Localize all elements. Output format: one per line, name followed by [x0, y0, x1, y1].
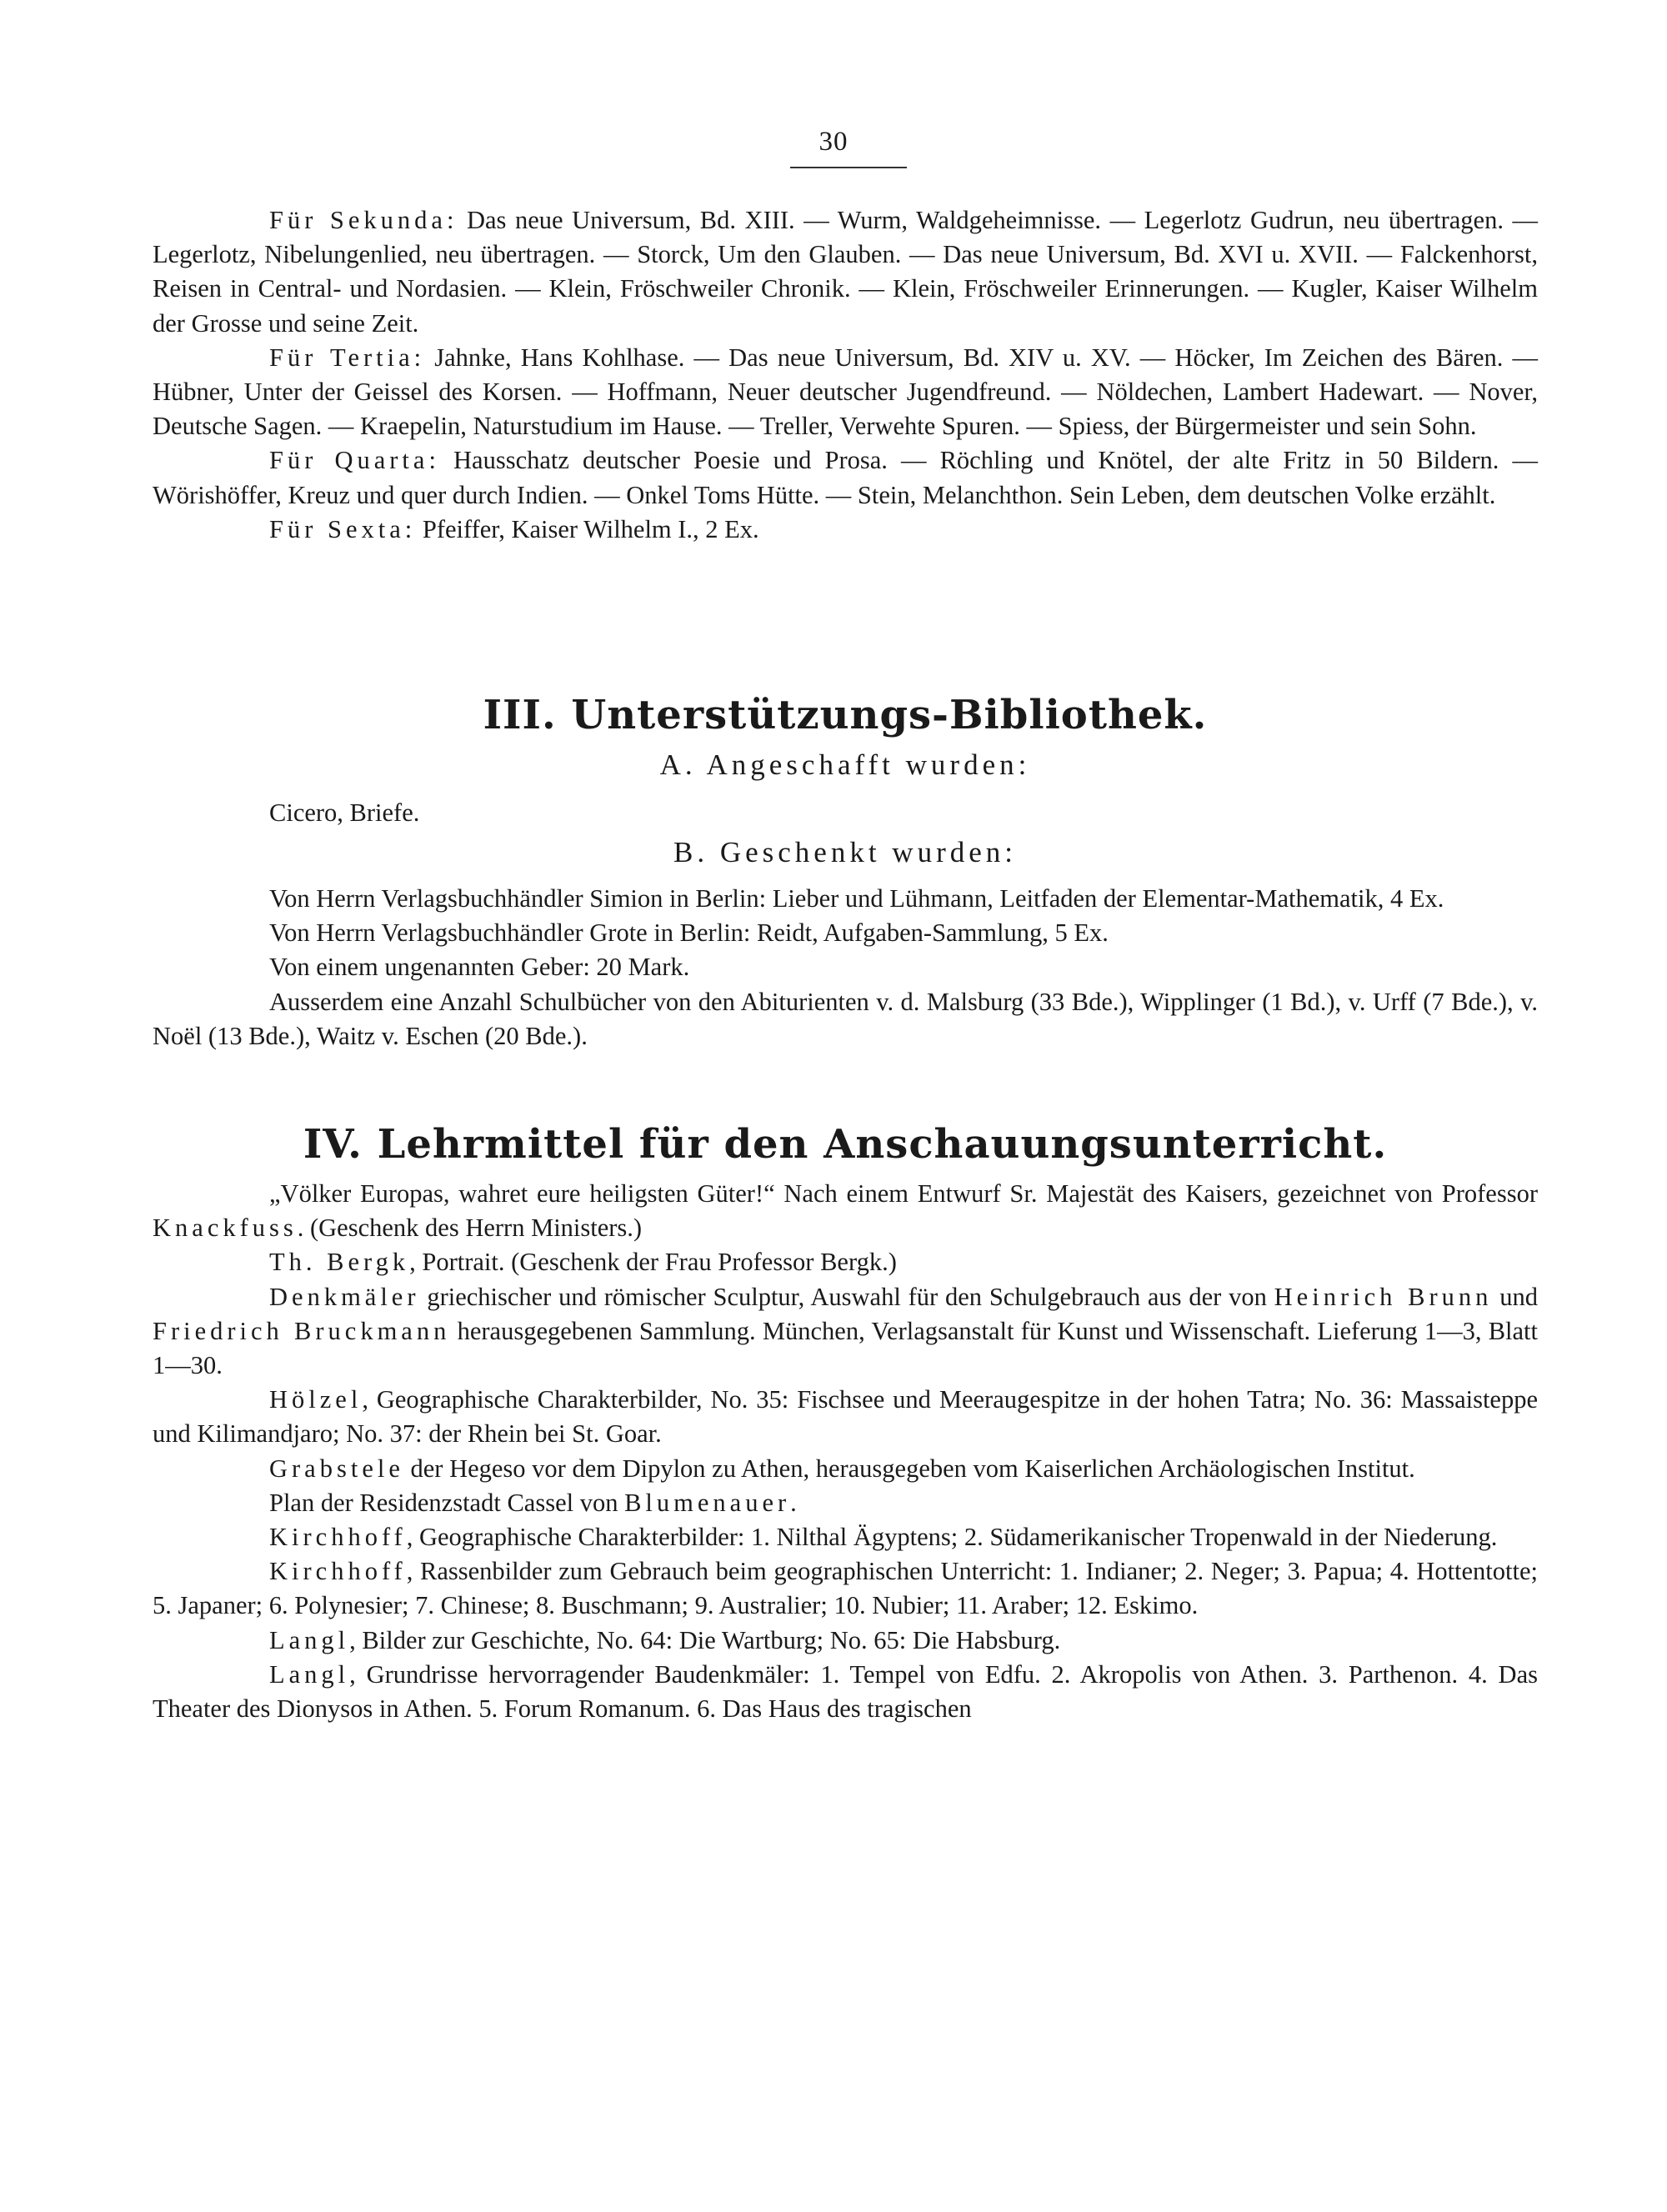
- label-sexta: Für Sexta:: [269, 514, 417, 543]
- angeschafft-list: [153, 796, 1538, 830]
- label-sekunda: Für Sekunda:: [269, 206, 458, 234]
- entry-text: „Völker Europas, wahret eure heiligsten Güter!“ Nach einem Entwurf Sr. Majestät des Kaisers, gezeichnet von Professor: [269, 1179, 1538, 1208]
- list-item: [153, 1452, 1538, 1486]
- entry-text: der Hegeso vor dem Dipylon zu Athen, herausgegeben vom Kaiserlichen Archäologischen Institut.: [410, 1454, 1415, 1483]
- entry-author: Th. Bergk: [269, 1248, 410, 1277]
- entry-author: Knackfuss: [153, 1214, 298, 1243]
- section-unterstuetzungs-bibliothek: [153, 692, 1538, 782]
- entry-author: Hölzel: [269, 1385, 363, 1414]
- list-item: [153, 1177, 1538, 1245]
- label-tertia: Für Tertia:: [269, 343, 426, 372]
- entry-text: , Grundrisse hervorragender Baudenkmäler: 1. Tempel von Edfu. 2. Akropolis von Athen. 3. Parthenon. 4. Das Theater des Dionysos in Athen. 5. Forum Romanum. 6. Das Haus des tragischen: [153, 1659, 1538, 1724]
- geschenkt-list: [153, 882, 1538, 1053]
- list-item: Von Herrn Verlagsbuchhändler Simion in Berlin: Lieber und Lühmann, Leitfaden der Elementar-Mathematik, 4 Ex.: [269, 884, 1444, 913]
- page-number: 30: [818, 127, 849, 157]
- entry-author: Langl: [269, 1659, 350, 1689]
- list-item: [153, 1245, 1538, 1279]
- entry-text: , Rassenbilder zum Gebrauch beim geographischen Unterricht: 1. Indianer; 2. Neger; 3. Papua; 4. Hottentotte; 5. Japaner; 6. Polynesier; 7. Chinese; 8. Buschmann; 9. Australier; 10. Nubier; 11. Araber; 12. Eskimo.: [153, 1557, 1538, 1620]
- entry-author: Friedrich Bruckmann: [153, 1316, 451, 1345]
- entry-keyword: Grabstele: [269, 1454, 404, 1483]
- entry-text: , Bilder zur Geschichte, No. 64: Die Wartburg; No. 65: Die Habsburg.: [349, 1625, 1061, 1654]
- entry-author: Langl: [269, 1625, 350, 1654]
- list-sexta: [153, 513, 1538, 547]
- entry-keyword: Denkmäler: [269, 1282, 420, 1311]
- section-lehrmittel: [153, 1121, 1538, 1168]
- geschenkt-block: [153, 836, 1538, 869]
- list-item: [153, 1383, 1538, 1451]
- section-title-iii: III. Unterstützungs-Bibliothek.: [483, 692, 1208, 738]
- list-item: [153, 1486, 1538, 1520]
- class-lists: [153, 203, 1538, 547]
- list-quarta: [153, 443, 1538, 512]
- list-item: [153, 1624, 1538, 1658]
- entry-author: Kirchhoff: [269, 1557, 407, 1586]
- entry-text: griechischer und römischer Sculptur, Auswahl für den Schulgebrauch aus der von: [427, 1282, 1267, 1311]
- list-item: [153, 1520, 1538, 1554]
- entry-text: , Geographische Charakterbilder: 1. Nilthal Ägyptens; 2. Südamerikanischer Tropenwald in der Niederung.: [406, 1523, 1498, 1552]
- text-quarta: Hausschatz deutscher Poesie und Prosa. — Röchling und Knötel, der alte Fritz in 50 Bildern. — Wörishöffer, Kreuz und quer durch Indien. — Onkel Toms Hütte. — Stein, Melanchthon. Sein Leben, dem deutschen Volke erzählt.: [153, 446, 1539, 509]
- entry-text: .: [790, 1488, 797, 1517]
- entry-text: Plan der Residenzstadt Cassel von: [269, 1488, 618, 1517]
- list-item: Von Herrn Verlagsbuchhändler Grote in Berlin: Reidt, Aufgaben-Sammlung, 5 Ex.: [269, 918, 1109, 948]
- entry-author: Kirchhoff: [269, 1523, 407, 1552]
- list-item: [153, 1554, 1538, 1623]
- label-quarta: Für Quarta:: [269, 446, 440, 475]
- entry-text: . (Geschenk des Herrn Ministers.): [297, 1214, 643, 1243]
- entry-text: , Portrait. (Geschenk der Frau Professor Bergk.): [409, 1248, 897, 1277]
- lehrmittel-list: [153, 1177, 1538, 1726]
- text-tertia: Jahnke, Hans Kohlhase. — Das neue Universum, Bd. XIV u. XV. — Höcker, Im Zeichen des Bären. — Hübner, Unter der Geissel des Korsen. — Hoffmann, Neuer deutscher Jugendfreund. — Nöldechen, Lambert Hadewart. — Nover, Deutsche Sagen. — Kraepelin, Naturstudium im Hause. — Treller, Verwehte Spuren. — Spiess, der Bürgermeister und sein Sohn.: [153, 343, 1538, 441]
- entry-text: herausgegebenen Sammlung. München, Verlagsanstalt für Kunst und Wissenschaft. Lieferung 1—3, Blatt 1—30.: [153, 1316, 1538, 1380]
- entry-text: , Geographische Charakterbilder, No. 35: Fischsee und Meeraugespitze in der hohen Tatra; No. 36: Massaisteppe und Kilimandjaro; No. 37: der Rhein bei St. Goar.: [153, 1385, 1538, 1449]
- list-item: [153, 1280, 1538, 1384]
- list-item: Von einem ungenannten Geber: 20 Mark.: [269, 953, 690, 982]
- list-tertia: [153, 341, 1538, 444]
- text-sexta: Pfeiffer, Kaiser Wilhelm I., 2 Ex.: [422, 514, 759, 543]
- entry-author: Blumenauer: [624, 1488, 791, 1517]
- subheading-angeschafft: A. Angeschafft wurden:: [659, 748, 1031, 781]
- entry-author: Heinrich Brunn: [1274, 1282, 1493, 1311]
- section-title-iv: IV. Lehrmittel für den Anschauungsunterricht.: [303, 1121, 1388, 1168]
- subheading-geschenkt: B. Geschenkt wurden:: [673, 836, 1017, 868]
- text-sekunda: Das neue Universum, Bd. XIII. — Wurm, Waldgeheimnisse. — Legerlotz Gudrun, neu übertragen. — Legerlotz, Nibelungenlied, neu übertragen. — Storck, Um den Glauben. — Das neue Universum, Bd. XVI u. XVII. — Falckenhorst, Reisen in Central- und Nordasien. — Klein, Fröschweiler Chronik. — Klein, Fröschweiler Erinnerungen. — Kugler, Kaiser Wilhelm der Grosse und seine Zeit.: [153, 206, 1539, 338]
- list-item: Ausserdem eine Anzahl Schulbücher von den Abiturienten v. d. Malsburg (33 Bde.), Wipplinger (1 Bd.), v. Urff (7 Bde.), v. Noël (13 Bde.), Waitz v. Eschen (20 Bde.).: [153, 987, 1538, 1050]
- list-sekunda: [153, 203, 1538, 341]
- entry-text: und: [1499, 1282, 1538, 1311]
- page-number-rule: [790, 167, 907, 168]
- list-item: Cicero, Briefe.: [269, 798, 420, 827]
- list-item: [153, 1658, 1538, 1726]
